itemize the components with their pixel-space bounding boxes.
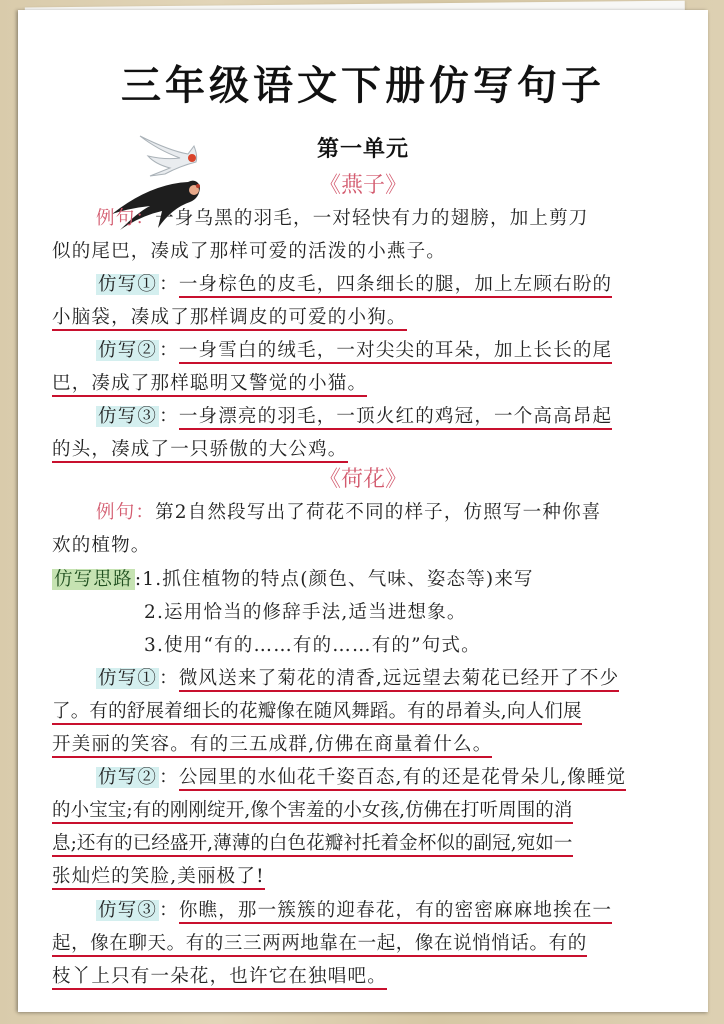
imitation-text: 起，像在聊天。有的三三两两地靠在一起，像在说悄悄话。有的	[52, 933, 587, 957]
imitation-2-line	[52, 763, 718, 793]
imitation-3-line	[52, 962, 674, 992]
imitation-text: 了。有的舒展着细长的花瓣像在随风舞蹈。有的昂着头,向人们展	[52, 701, 582, 725]
colon: ：	[159, 340, 179, 361]
example-label: 例句：	[96, 208, 156, 229]
imitation-3-line	[52, 402, 718, 432]
imitation-text: 的头，凑成了一只骄傲的大公鸡。	[52, 439, 348, 463]
section-title-swallow: 《燕子》	[318, 173, 407, 198]
unit-heading: 第一单元	[316, 136, 409, 162]
imitation-text: 枝丫上只有一朵花，也许它在独唱吧。	[52, 966, 387, 990]
hint-line: 2.运用恰当的修辞手法,适当进想象。	[144, 602, 467, 623]
imitation-label: 仿写③	[98, 406, 158, 427]
imitation-text: 的小宝宝;有的刚刚绽开,像个害羞的小女孩,仿佛在打听周围的消	[52, 800, 573, 824]
hint-line: 3.使用“有的……有的……有的”句式。	[144, 635, 481, 656]
imitation-2-line	[52, 829, 674, 859]
example-line: 欢的植物。	[52, 535, 151, 556]
example-label: 例句：	[96, 502, 156, 523]
section-title-lotus: 《荷花》	[318, 467, 407, 492]
imitation-3-line	[52, 896, 718, 926]
imitation-text: 一身漂亮的羽毛，一顶火红的鸡冠，一个高高昂起	[179, 406, 612, 430]
example-line	[52, 498, 718, 528]
hint-line	[52, 565, 674, 595]
imitation-1-line	[52, 270, 718, 300]
colon: ：	[159, 767, 179, 788]
colon: ：	[159, 668, 179, 689]
imitation-2-line	[52, 336, 718, 366]
imitation-text: 张灿烂的笑脸,美丽极了!	[52, 866, 265, 890]
hint-label: 仿写思路	[54, 569, 133, 590]
colon: ：	[159, 274, 179, 295]
imitation-label: 仿写①	[98, 274, 158, 295]
imitation-text: 小脑袋，凑成了那样调皮的可爱的小狗。	[52, 307, 407, 331]
example-text: 第2自然段写出了荷花不同的样子，仿照写一种你喜	[155, 502, 602, 523]
imitation-1-line	[52, 730, 674, 760]
imitation-text: 你瞧，那一簇簇的迎春花，有的密密麻麻地挨在一	[179, 900, 612, 924]
example-line	[52, 204, 718, 234]
imitation-text: 微风送来了菊花的清香,远远望去菊花已经开了不少	[179, 668, 619, 692]
imitation-1-line	[52, 303, 674, 333]
worksheet-page	[18, 10, 708, 1012]
imitation-1-line	[52, 697, 674, 727]
example-text: 一身乌黑的羽毛，一对轻快有力的翅膀，加上剪刀	[155, 208, 589, 229]
imitation-text: 公园里的水仙花千姿百态,有的还是花骨朵儿,像睡觉	[179, 767, 627, 791]
imitation-2-line	[52, 796, 674, 826]
imitation-text: 一身雪白的绒毛，一对尖尖的耳朵，加上长长的尾	[179, 340, 612, 364]
imitation-text: 巴，凑成了那样聪明又警觉的小猫。	[52, 373, 367, 397]
page-title: 三年级语文下册仿写句子	[121, 63, 605, 109]
imitation-text: 息;还有的已经盛开,薄薄的白色花瓣衬托着金杯似的副冠,宛如一	[52, 833, 573, 857]
imitation-3-line	[52, 929, 674, 959]
imitation-label: 仿写②	[98, 767, 158, 788]
colon: ：	[159, 900, 179, 921]
imitation-text: 一身棕色的皮毛，四条细长的腿，加上左顾右盼的	[179, 274, 612, 298]
hint-text: :1.抓住植物的特点(颜色、气味、姿态等)来写	[134, 569, 534, 590]
imitation-label: 仿写①	[98, 668, 158, 689]
example-line: 似的尾巴，凑成了那样可爱的活泼的小燕子。	[52, 241, 447, 262]
imitation-text: 开美丽的笑容。有的三五成群,仿佛在商量着什么。	[52, 734, 492, 758]
imitation-2-line	[52, 369, 674, 399]
imitation-1-line	[52, 664, 718, 694]
imitation-label: 仿写②	[98, 340, 158, 361]
imitation-label: 仿写③	[98, 900, 158, 921]
imitation-2-line	[52, 862, 674, 892]
colon: ：	[159, 406, 179, 427]
imitation-3-line	[52, 435, 674, 465]
